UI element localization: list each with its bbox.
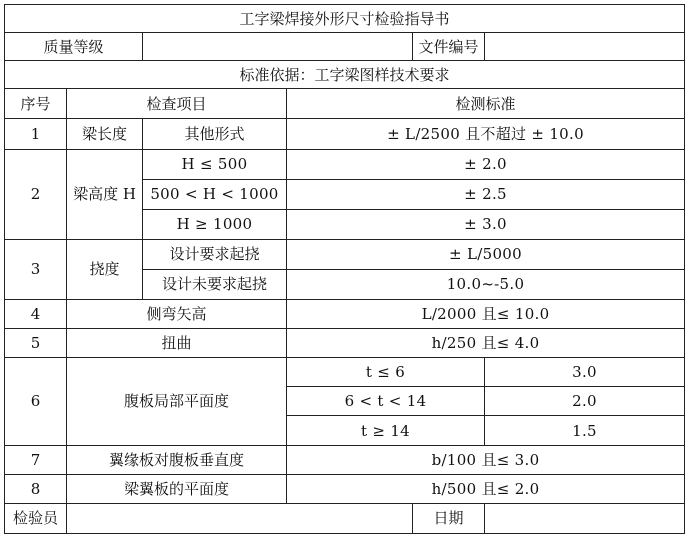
row-standard: L/2000 且≤ 10.0 (287, 300, 685, 329)
date-field[interactable] (485, 503, 685, 533)
file-number-label: 文件编号 (413, 33, 485, 61)
row-seq: 6 (5, 358, 67, 445)
table-row (5, 329, 685, 358)
row-subitem: H ≥ 1000 (143, 209, 287, 239)
header-item: 检查项目 (67, 89, 287, 119)
table-row (5, 239, 685, 269)
row-seq: 8 (5, 474, 67, 503)
row-item: 挠度 (67, 239, 143, 299)
row-item: 梁长度 (67, 119, 143, 149)
row-item: 扭曲 (67, 329, 287, 358)
header-seq: 序号 (5, 89, 67, 119)
row-condition: t ≥ 14 (287, 416, 485, 445)
table-row (5, 445, 685, 474)
standard-basis: 标准依据：工字梁图样技术要求 (5, 61, 685, 89)
row-standard: ± 2.0 (287, 149, 685, 179)
row-seq: 5 (5, 329, 67, 358)
inspection-sheet (4, 4, 684, 534)
inspector-field[interactable] (67, 503, 413, 533)
row-standard: h/500 且≤ 2.0 (287, 474, 685, 503)
row-item: 侧弯矢高 (67, 300, 287, 329)
row-standard: ± 3.0 (287, 209, 685, 239)
row-condition: t ≤ 6 (287, 358, 485, 387)
row-seq: 1 (5, 119, 67, 149)
row-value: 1.5 (485, 416, 685, 445)
inspector-label: 检验员 (5, 503, 67, 533)
file-number-field[interactable] (485, 33, 685, 61)
inspection-table (4, 4, 685, 534)
row-standard: b/100 且≤ 3.0 (287, 445, 685, 474)
row-subitem: 设计要求起挠 (143, 239, 287, 269)
row-value: 2.0 (485, 387, 685, 416)
row-standard: ± 2.5 (287, 179, 685, 209)
table-row (5, 300, 685, 329)
header-standard: 检测标准 (287, 89, 685, 119)
table-row (5, 474, 685, 503)
table-row (5, 358, 685, 387)
date-label: 日期 (413, 503, 485, 533)
row-item: 腹板局部平面度 (67, 358, 287, 445)
row-standard: ± L/2500 且不超过 ± 10.0 (287, 119, 685, 149)
table-row (5, 119, 685, 149)
row-seq: 2 (5, 149, 67, 239)
row-subitem: 其他形式 (143, 119, 287, 149)
row-seq: 7 (5, 445, 67, 474)
row-item: 翼缘板对腹板垂直度 (67, 445, 287, 474)
row-subitem: 500 < H < 1000 (143, 179, 287, 209)
row-seq: 3 (5, 239, 67, 299)
row-standard: 10.0~-5.0 (287, 269, 685, 299)
row-seq: 4 (5, 300, 67, 329)
document-title: 工字梁焊接外形尺寸检验指导书 (5, 5, 685, 33)
row-standard: h/250 且≤ 4.0 (287, 329, 685, 358)
row-value: 3.0 (485, 358, 685, 387)
row-standard: ± L/5000 (287, 239, 685, 269)
row-item: 梁高度 H (67, 149, 143, 239)
row-subitem: 设计未要求起挠 (143, 269, 287, 299)
quality-grade-label: 质量等级 (5, 33, 143, 61)
row-subitem: H ≤ 500 (143, 149, 287, 179)
row-condition: 6 < t < 14 (287, 387, 485, 416)
row-item: 梁翼板的平面度 (67, 474, 287, 503)
quality-grade-field[interactable] (143, 33, 413, 61)
table-row (5, 149, 685, 179)
